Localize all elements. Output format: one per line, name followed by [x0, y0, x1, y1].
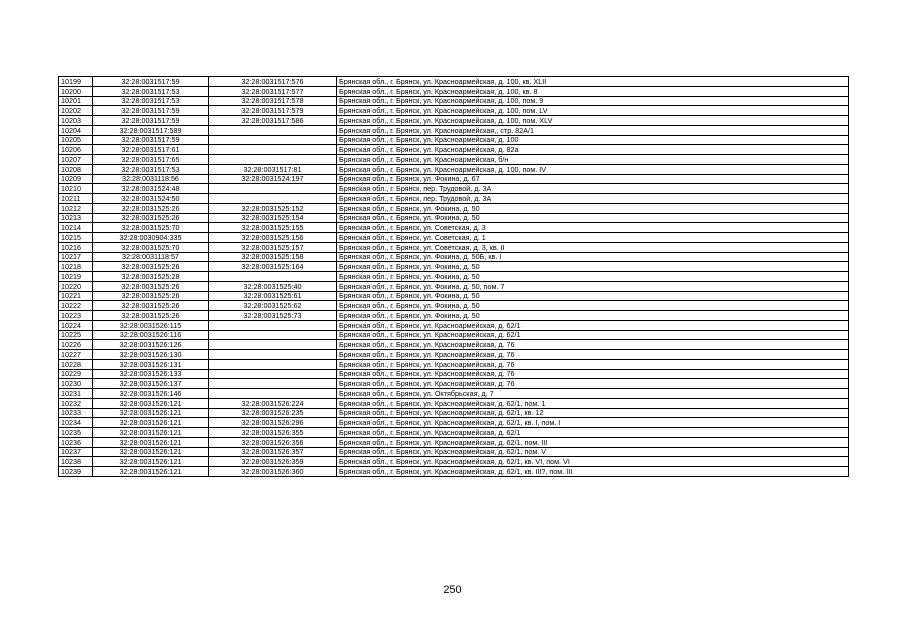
record-number-cell: 10210 [59, 184, 93, 194]
object-cadastral-number-cell: 32:28:0031525:62 [209, 301, 337, 311]
record-number-cell: 10224 [59, 320, 93, 330]
record-number-cell: 10233 [59, 408, 93, 418]
address-cell: Брянская обл., г. Брянск, ул. Красноармейская, д. 62/1 [337, 428, 849, 438]
table-row [59, 320, 849, 330]
record-number-cell: 10202 [59, 106, 93, 116]
object-cadastral-number-cell: 32:28:0031517:576 [209, 77, 337, 87]
table-row [59, 418, 849, 428]
address-cell: Брянская обл., г. Брянск, ул. Фокина, д. 50Б, кв. I [337, 252, 849, 262]
cadastral-number-cell: 32:28:0031517:59 [93, 116, 209, 126]
record-number-cell: 10200 [59, 86, 93, 96]
object-cadastral-number-cell: 32:28:0031525:156 [209, 233, 337, 243]
address-cell: Брянская обл., г. Брянск, ул. Советская, д. 3, кв. II [337, 242, 849, 252]
cadastral-number-cell: 32:28:0031526:131 [93, 359, 209, 369]
address-cell: Брянская обл., г. Брянск, ул. Красноармейская,, стр. 82А/1 [337, 125, 849, 135]
address-cell: Брянская обл., г. Брянск, ул. Красноармейская, д. 62/1, кв. 12 [337, 408, 849, 418]
address-cell: Брянская обл., г. Брянск, ул. Красноармейская, д. 100, пом. XLV [337, 116, 849, 126]
address-cell: Брянская обл., г. Брянск, ул. Красноармейская, д. 62/1, кв. I, пом. I [337, 418, 849, 428]
cadastral-number-cell: 32:28:0031525:26 [93, 203, 209, 213]
table-row [59, 233, 849, 243]
object-cadastral-number-cell: 32:28:0031526:360 [209, 467, 337, 477]
table-row [59, 447, 849, 457]
table-row [59, 223, 849, 233]
object-cadastral-number-cell: 32:28:0031526:296 [209, 418, 337, 428]
object-cadastral-number-cell: 32:28:0031525:154 [209, 213, 337, 223]
object-cadastral-number-cell: 32:28:0031517:578 [209, 96, 337, 106]
cadastral-number-cell: 32:28:0031525:70 [93, 223, 209, 233]
table-row [59, 106, 849, 116]
address-cell: Брянская обл., г. Брянск, ул. Красноармейская, д. 100, кв. 8 [337, 86, 849, 96]
record-number-cell: 10203 [59, 116, 93, 126]
object-cadastral-number-cell [209, 359, 337, 369]
object-cadastral-number-cell [209, 389, 337, 399]
table-row [59, 350, 849, 360]
address-cell: Брянская обл., г. Брянск, ул. Красноармейская, д. 82а [337, 145, 849, 155]
cadastral-number-cell: 32:28:0031517:59 [93, 135, 209, 145]
address-cell: Брянская обл., г. Брянск, ул. Советская, д. 1 [337, 233, 849, 243]
record-number-cell: 10216 [59, 242, 93, 252]
record-number-cell: 10235 [59, 428, 93, 438]
cadastral-number-cell: 32:28:0031525:26 [93, 262, 209, 272]
object-cadastral-number-cell [209, 379, 337, 389]
address-cell: Брянская обл., г. Брянск, ул. Красноармейская, д. 100, пом. IV [337, 164, 849, 174]
record-number-cell: 10231 [59, 389, 93, 399]
record-number-cell: 10220 [59, 281, 93, 291]
cadastral-number-cell: 32:28:0031517:61 [93, 145, 209, 155]
cadastral-number-cell: 32:28:0031526:115 [93, 320, 209, 330]
cadastral-number-cell: 32:28:0031524:48 [93, 184, 209, 194]
table-row [59, 135, 849, 145]
cadastral-number-cell: 32:28:0031517:53 [93, 164, 209, 174]
table-row [59, 194, 849, 204]
address-cell: Брянская обл., г. Брянск, ул. Фокина, д. 50 [337, 213, 849, 223]
cadastral-number-cell: 32:28:0031526:130 [93, 350, 209, 360]
table-row [59, 184, 849, 194]
table-row [59, 389, 849, 399]
address-cell: Брянская обл., г. Брянск, ул. Красноармейская, д. 76 [337, 379, 849, 389]
address-cell: Брянская обл., г. Брянск, ул. Красноармейская, д. 62/1 [337, 330, 849, 340]
address-cell: Брянская обл., г. Брянск, ул. Советская, д. 3 [337, 223, 849, 233]
address-cell: Брянская обл., г. Брянск, ул. Красноармейская, д. 62/1, пом. III [337, 437, 849, 447]
cadastral-number-cell: 32:28:0031526:137 [93, 379, 209, 389]
cadastral-number-cell: 32:28:0031526:121 [93, 447, 209, 457]
object-cadastral-number-cell: 32:28:0031526:359 [209, 457, 337, 467]
record-number-cell: 10219 [59, 272, 93, 282]
address-cell: Брянская обл., г. Брянск, ул. Фокина, д. 50, пом. 7 [337, 281, 849, 291]
table-row [59, 145, 849, 155]
cadastral-number-cell: 32:28:0031525:26 [93, 301, 209, 311]
table-row [59, 301, 849, 311]
object-cadastral-number-cell [209, 145, 337, 155]
table-row [59, 330, 849, 340]
table-row [59, 174, 849, 184]
record-number-cell: 10211 [59, 194, 93, 204]
table-row [59, 369, 849, 379]
record-number-cell: 10208 [59, 164, 93, 174]
table-row [59, 77, 849, 87]
record-number-cell: 10229 [59, 369, 93, 379]
record-number-cell: 10206 [59, 145, 93, 155]
record-number-cell: 10215 [59, 233, 93, 243]
record-number-cell: 10237 [59, 447, 93, 457]
cadastral-number-cell: 32:28:0031517:65 [93, 155, 209, 165]
object-cadastral-number-cell: 32:28:0031517:579 [209, 106, 337, 116]
cadastral-number-cell: 32:28:0031517:59 [93, 77, 209, 87]
object-cadastral-number-cell: 32:28:0031525:157 [209, 242, 337, 252]
address-cell: Брянская обл., г. Брянск, ул. Фокина, д. 50 [337, 291, 849, 301]
record-number-cell: 10226 [59, 340, 93, 350]
address-cell: Брянская обл., г. Брянск, ул. Красноармейская, д. 100 [337, 135, 849, 145]
table-row [59, 428, 849, 438]
address-cell: Брянская обл., г. Брянск, ул. Красноармейская, д. 100, пом. 9 [337, 96, 849, 106]
table-row [59, 125, 849, 135]
cadastral-number-cell: 32:28:0031118:56 [93, 174, 209, 184]
table-row [59, 359, 849, 369]
record-number-cell: 10222 [59, 301, 93, 311]
cadastral-number-cell: 32:28:0031517:589 [93, 125, 209, 135]
cadastral-number-cell: 32:28:0031526:121 [93, 437, 209, 447]
cadastral-number-cell: 32:28:0031118:57 [93, 252, 209, 262]
object-cadastral-number-cell [209, 320, 337, 330]
table-row [59, 96, 849, 106]
cadastral-number-cell: 32:28:0031526:121 [93, 398, 209, 408]
table-row [59, 340, 849, 350]
table-row [59, 379, 849, 389]
cadastral-number-cell: 32:28:0031526:126 [93, 340, 209, 350]
object-cadastral-number-cell [209, 340, 337, 350]
object-cadastral-number-cell: 32:28:0031517:586 [209, 116, 337, 126]
record-number-cell: 10234 [59, 418, 93, 428]
object-cadastral-number-cell [209, 155, 337, 165]
table-row [59, 408, 849, 418]
address-cell: Брянская обл., г. Брянск, ул. Красноармейская, д. 62/1, пом. V [337, 447, 849, 457]
object-cadastral-number-cell [209, 330, 337, 340]
address-cell: Брянская обл., г. Брянск, ул. Красноармейская, д. 76 [337, 340, 849, 350]
cadastral-number-cell: 32:28:0031524:50 [93, 194, 209, 204]
address-cell: Брянская обл., г. Брянск, пер. Трудовой, д. 3А [337, 194, 849, 204]
table-row [59, 262, 849, 272]
table-row [59, 155, 849, 165]
record-number-cell: 10201 [59, 96, 93, 106]
table-row [59, 291, 849, 301]
address-cell: Брянская обл., г. Брянск, ул. Фокина, д. 50 [337, 301, 849, 311]
object-cadastral-number-cell: 32:28:0031525:73 [209, 311, 337, 321]
object-cadastral-number-cell: 32:28:0031525:164 [209, 262, 337, 272]
record-number-cell: 10232 [59, 398, 93, 408]
address-cell: Брянская обл., г. Брянск, ул. Фокина, д. 50 [337, 272, 849, 282]
cadastral-number-cell: 32:28:0031517:53 [93, 86, 209, 96]
registry-table-body [59, 77, 849, 477]
record-number-cell: 10213 [59, 213, 93, 223]
cadastral-number-cell: 32:28:0031526:121 [93, 418, 209, 428]
object-cadastral-number-cell [209, 369, 337, 379]
object-cadastral-number-cell [209, 184, 337, 194]
record-number-cell: 10228 [59, 359, 93, 369]
address-cell: Брянская обл., г. Брянск, ул. Красноармейская, д. 100, пом. LV [337, 106, 849, 116]
record-number-cell: 10218 [59, 262, 93, 272]
table-row [59, 467, 849, 477]
address-cell: Брянская обл., г. Брянск, ул. Красноармейская, д. 76 [337, 359, 849, 369]
record-number-cell: 10230 [59, 379, 93, 389]
object-cadastral-number-cell [209, 350, 337, 360]
cadastral-number-cell: 32:28:0030904:335 [93, 233, 209, 243]
object-cadastral-number-cell [209, 125, 337, 135]
table-row [59, 457, 849, 467]
cadastral-number-cell: 32:28:0031525:26 [93, 291, 209, 301]
record-number-cell: 10205 [59, 135, 93, 145]
record-number-cell: 10223 [59, 311, 93, 321]
object-cadastral-number-cell: 32:28:0031525:152 [209, 203, 337, 213]
record-number-cell: 10236 [59, 437, 93, 447]
object-cadastral-number-cell: 32:28:0031517:81 [209, 164, 337, 174]
cadastral-number-cell: 32:28:0031526:121 [93, 467, 209, 477]
record-number-cell: 10214 [59, 223, 93, 233]
object-cadastral-number-cell: 32:28:0031525:40 [209, 281, 337, 291]
cadastral-number-cell: 32:28:0031525:28 [93, 272, 209, 282]
cadastral-number-cell: 32:28:0031526:133 [93, 369, 209, 379]
record-number-cell: 10209 [59, 174, 93, 184]
record-number-cell: 10238 [59, 457, 93, 467]
object-cadastral-number-cell: 32:28:0031525:158 [209, 252, 337, 262]
property-registry-table [58, 76, 849, 477]
table-row [59, 116, 849, 126]
table-row [59, 272, 849, 282]
record-number-cell: 10225 [59, 330, 93, 340]
record-number-cell: 10204 [59, 125, 93, 135]
object-cadastral-number-cell: 32:28:0031526:235 [209, 408, 337, 418]
object-cadastral-number-cell: 32:28:0031526:224 [209, 398, 337, 408]
address-cell: Брянская обл., г. Брянск, ул. Фокина, д. 50 [337, 203, 849, 213]
record-number-cell: 10239 [59, 467, 93, 477]
cadastral-number-cell: 32:28:0031525:26 [93, 311, 209, 321]
table-row [59, 252, 849, 262]
address-cell: Брянская обл., г. Брянск, ул. Красноармейская, д. 62/1, пом. 1 [337, 398, 849, 408]
cadastral-number-cell: 32:28:0031526:146 [93, 389, 209, 399]
address-cell: Брянская обл., г. Брянск, ул. Красноармейская, д. 62/1, кв. VI, пом. VI [337, 457, 849, 467]
table-row [59, 203, 849, 213]
object-cadastral-number-cell: 32:28:0031525:155 [209, 223, 337, 233]
object-cadastral-number-cell: 32:28:0031526:356 [209, 437, 337, 447]
table-row [59, 164, 849, 174]
object-cadastral-number-cell [209, 272, 337, 282]
address-cell: Брянская обл., г. Брянск, ул. Фокина, д. 50 [337, 311, 849, 321]
address-cell: Брянская обл., г. Брянск, ул. Октябрьская, д. 7 [337, 389, 849, 399]
cadastral-number-cell: 32:28:0031526:121 [93, 408, 209, 418]
object-cadastral-number-cell: 32:28:0031525:61 [209, 291, 337, 301]
record-number-cell: 10212 [59, 203, 93, 213]
address-cell: Брянская обл., г. Брянск, ул. Красноармейская, д. 62/1 [337, 320, 849, 330]
record-number-cell: 10221 [59, 291, 93, 301]
address-cell: Брянская обл., г. Брянск, ул. Красноармейская, д. 76 [337, 350, 849, 360]
address-cell: Брянская обл., г. Брянск, ул. Красноармейская, д. 76 [337, 369, 849, 379]
address-cell: Брянская обл., г. Брянск, ул. Красноармейская, д. 62/1, кв. III?, пом. III [337, 467, 849, 477]
object-cadastral-number-cell: 32:28:0031517:577 [209, 86, 337, 96]
table-row [59, 86, 849, 96]
object-cadastral-number-cell [209, 135, 337, 145]
address-cell: Брянская обл., г. Брянск, пер. Трудовой, д. 3А [337, 184, 849, 194]
object-cadastral-number-cell [209, 194, 337, 204]
table-row [59, 281, 849, 291]
page-number: 250 [443, 584, 462, 596]
record-number-cell: 10199 [59, 77, 93, 87]
cadastral-number-cell: 32:28:0031526:116 [93, 330, 209, 340]
address-cell: Брянская обл., г. Брянск, ул. Красноармейская, б/н [337, 155, 849, 165]
record-number-cell: 10227 [59, 350, 93, 360]
table-row [59, 437, 849, 447]
address-cell: Брянская обл., г. Брянск, ул. Фокина, д. 67 [337, 174, 849, 184]
record-number-cell: 10217 [59, 252, 93, 262]
table-row [59, 213, 849, 223]
cadastral-number-cell: 32:28:0031525:26 [93, 281, 209, 291]
cadastral-number-cell: 32:28:0031525:70 [93, 242, 209, 252]
object-cadastral-number-cell: 32:28:0031524:197 [209, 174, 337, 184]
record-number-cell: 10207 [59, 155, 93, 165]
address-cell: Брянская обл., г. Брянск, ул. Фокина, д. 50 [337, 262, 849, 272]
cadastral-number-cell: 32:28:0031517:53 [93, 96, 209, 106]
table-row [59, 311, 849, 321]
table-row [59, 398, 849, 408]
object-cadastral-number-cell: 32:28:0031526:357 [209, 447, 337, 457]
address-cell: Брянская обл., г. Брянск, ул. Красноармейская, д. 100, кв. XLII [337, 77, 849, 87]
cadastral-number-cell: 32:28:0031526:121 [93, 428, 209, 438]
cadastral-number-cell: 32:28:0031525:26 [93, 213, 209, 223]
object-cadastral-number-cell: 32:28:0031526:355 [209, 428, 337, 438]
cadastral-number-cell: 32:28:0031526:121 [93, 457, 209, 467]
table-row [59, 242, 849, 252]
cadastral-number-cell: 32:28:0031517:59 [93, 106, 209, 116]
